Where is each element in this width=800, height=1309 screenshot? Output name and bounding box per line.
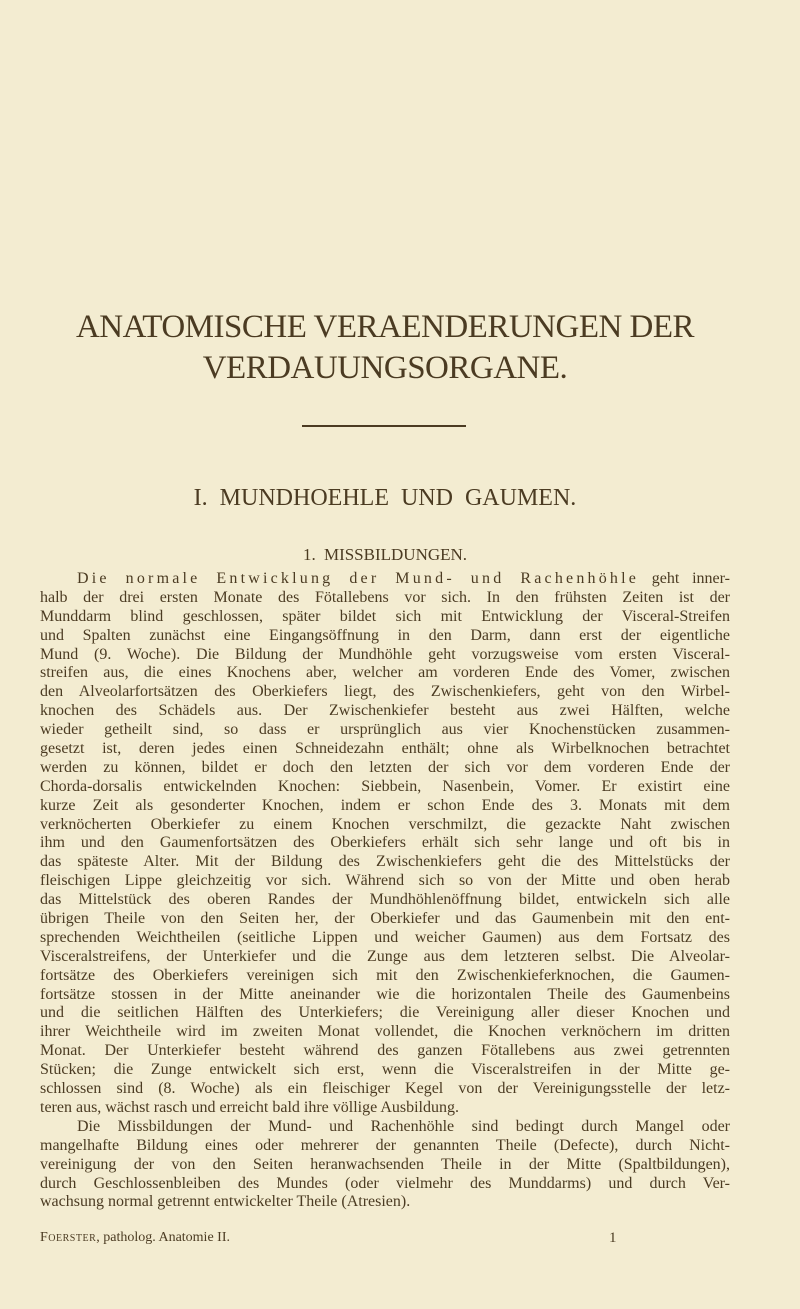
body-line: Die Missbildungen der Mund- und Rachenhöhle sind bedingt durch Mangel oder bbox=[77, 1117, 730, 1135]
body-line: durch Geschlossenbleiben des Mundes (oder vielmehr des Munddarms) und durch Ver- bbox=[40, 1174, 730, 1192]
body-line: Monat. Der Unterkiefer besteht während des ganzen Fötallebens aus zwei getrennten bbox=[40, 1042, 730, 1060]
signature-mark: 1 bbox=[609, 1230, 617, 1246]
body-line: verknöcherten Oberkiefer zu einem Knochen verschmilzt, die gezackte Naht zwischen bbox=[40, 815, 730, 833]
body-line: wieder getheilt sind, so dass er ursprünglich aus vier Knochenstücken zusammen- bbox=[40, 721, 730, 739]
body-line: gesetzt ist, deren jedes einen Schneidezahn enthält; ohne als Wirbelknochen betrachtet bbox=[40, 740, 730, 758]
body-line bbox=[40, 570, 730, 589]
body-line: und die seitlichen Hälften des Unterkiefers; die Vereinigung aller dieser Knochen und bbox=[40, 1004, 730, 1022]
body-line: werden zu können, bildet er doch den letzten der sich vor dem vorderen Ende der bbox=[40, 758, 730, 776]
footer-work: , patholog. Anatomie II. bbox=[96, 1230, 230, 1245]
body-line: Visceralstreifens, der Unterkiefer und die Zunge aus dem letzteren selbst. Die Alveolar- bbox=[40, 947, 730, 965]
body-line: und Spalten zunächst eine Eingangsöffnung in den Darm, dann erst der eigentliche bbox=[40, 626, 730, 644]
body-line: fleischigen Lippe gleichzeitig vor sich. Während sich so von der Mitte und oben herab bbox=[40, 872, 730, 890]
body-line: streifen aus, die eines Knochens aber, welcher am vorderen Ende des Vomer, zwischen bbox=[40, 664, 730, 682]
body-line: übrigen Theile von den Seiten her, der Oberkiefer und das Gaumenbein mit den ent- bbox=[40, 910, 730, 928]
body-line: fortsätze des Oberkiefers vereinigen sich mit den Zwischenkieferknochen, die Gaumen- bbox=[40, 966, 730, 984]
body-line: schlossen sind (8. Woche) als ein fleischiger Kegel von der Vereinigungsstelle der letz- bbox=[40, 1080, 730, 1098]
body-line: das späteste Alter. Mit der Bildung des Zwischenkiefers geht die des Mittelstücks der bbox=[40, 853, 730, 871]
section-heading: I. MUNDHOEHLE UND GAUMEN. bbox=[193, 485, 577, 511]
body-line: Mund (9. Woche). Die Bildung der Mundhöhle geht vorzugsweise vom ersten Visceral- bbox=[40, 645, 730, 663]
body-line: Chorda-dorsalis entwickelnden Knochen: Siebbein, Nasenbein, Vomer. Er existirt eine bbox=[40, 777, 730, 795]
subsection-heading: 1. MISSBILDUNGEN. bbox=[302, 545, 468, 564]
body-line: Munddarm blind geschlossen, später bildet sich mit Entwicklung der Visceral-Streifen bbox=[40, 607, 730, 625]
body-line: vereinigung der von den Seiten heranwachsenden Theile in der Mitte (Spaltbildungen), bbox=[40, 1155, 730, 1173]
body-line: das Mittelstück des oberen Randes der Mundhöhlenöffnung bildet, entwickeln sich alle bbox=[40, 891, 730, 909]
body-line: ihm und den Gaumenfortsätzen des Oberkiefers erhält sich sehr lange und oft bis in bbox=[40, 834, 730, 852]
body-line: wachsung normal getrennt entwickelter Theile (Atresien). bbox=[40, 1193, 411, 1211]
body-line: sprechenden Weichtheilen (seitliche Lippen und weicher Gaumen) aus dem Fortsatz des bbox=[40, 928, 730, 946]
body-line: knochen des Schädels aus. Der Zwischenkiefer besteht aus zwei Hälften, welche bbox=[40, 702, 730, 720]
body-line: den Alveolarfortsätzen des Oberkiefers liegt, des Zwischenkiefers, geht von den Wirbel- bbox=[40, 683, 730, 701]
title-divider bbox=[302, 425, 466, 427]
emphasized-phrase: Die normale Entwicklung der Mund- und Rachenhöhle bbox=[77, 570, 640, 587]
body-line-rest: geht inner- bbox=[639, 570, 730, 587]
book-title-line-2: VERDAUUNGSORGANE. bbox=[202, 350, 568, 386]
body-line: ihrer Weichtheile wird im zweiten Monat vollendet, die Knochen verknöchern im dritten bbox=[40, 1023, 730, 1041]
book-title-line-1: ANATOMISCHE VERAENDERUNGEN DER bbox=[75, 309, 695, 345]
footer-citation bbox=[40, 1229, 230, 1247]
body-line: fortsätze stossen in der Mitte aneinander wie die horizontalen Theile des Gaumenbeins bbox=[40, 985, 730, 1003]
body-line: Stücken; die Zunge entwickelt sich erst, wenn die Visceralstreifen in der Mitte ge- bbox=[40, 1061, 730, 1079]
footer-author: Foerster bbox=[40, 1230, 97, 1245]
body-line: kurze Zeit als gesonderter Knochen, indem er schon Ende des 3. Monats mit dem bbox=[40, 796, 730, 814]
body-line: halb der drei ersten Monate des Fötallebens vor sich. In den frühsten Zeiten ist der bbox=[40, 588, 730, 606]
body-text bbox=[40, 570, 730, 1212]
body-line: teren aus, wächst rasch und erreicht bald ihre völlige Ausbildung. bbox=[40, 1098, 459, 1116]
body-line: mangelhafte Bildung eines oder mehrerer der genannten Theile (Defecte), durch Nicht- bbox=[40, 1136, 730, 1154]
